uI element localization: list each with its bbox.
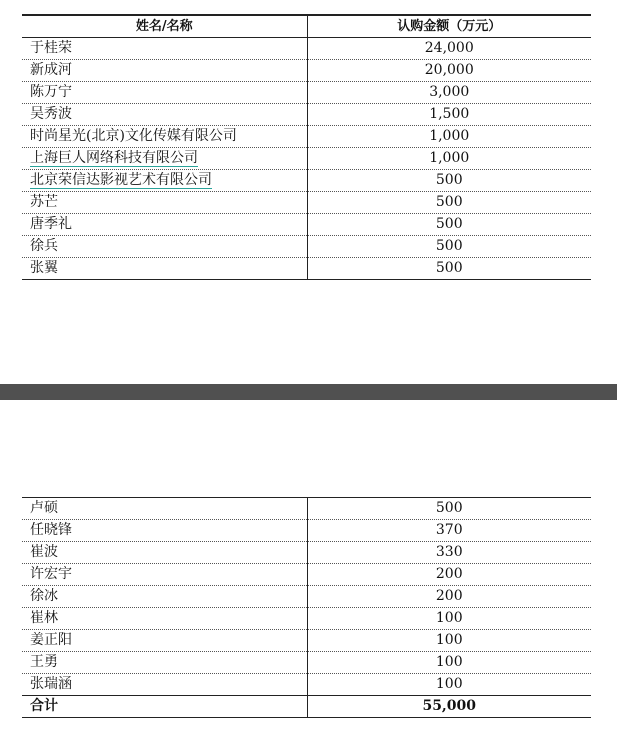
row-name (22, 542, 307, 564)
page-bottom (0, 400, 617, 732)
row-amount: 500 (307, 170, 591, 192)
table-row (22, 520, 591, 542)
row-amount: 500 (307, 192, 591, 214)
row-amount: 100 (307, 630, 591, 652)
row-name-text: 许宏宇 (30, 566, 72, 582)
row-amount: 100 (307, 652, 591, 674)
table-row (22, 498, 591, 520)
row-name (22, 82, 307, 104)
table-row (22, 104, 591, 126)
row-name (22, 586, 307, 608)
table-header-row (22, 15, 591, 38)
subscription-table-page2 (22, 497, 591, 718)
row-name-text: 时尚星光(北京)文化传媒有限公司 (30, 128, 237, 144)
row-name (22, 608, 307, 630)
table-row (22, 564, 591, 586)
header-amount: 认购金额（万元） (307, 15, 591, 38)
row-amount: 500 (307, 214, 591, 236)
row-name-text: 陈万宁 (30, 84, 72, 100)
row-name (22, 148, 307, 170)
subscription-table-page1 (22, 14, 591, 280)
row-name (22, 520, 307, 542)
row-name (22, 564, 307, 586)
row-amount: 200 (307, 564, 591, 586)
row-name-text: 新成河 (30, 62, 72, 78)
row-name (22, 214, 307, 236)
row-name (22, 170, 307, 192)
row-amount: 200 (307, 586, 591, 608)
page-separator (0, 384, 617, 400)
row-amount: 370 (307, 520, 591, 542)
row-name (22, 38, 307, 60)
row-name-text: 吴秀波 (30, 106, 72, 122)
table-row (22, 608, 591, 630)
table-row (22, 126, 591, 148)
row-name-text: 王勇 (30, 654, 58, 670)
table-row (22, 38, 591, 60)
table-row (22, 236, 591, 258)
row-name (22, 258, 307, 280)
row-name-text: 上海巨人网络科技有限公司 (30, 150, 198, 166)
row-amount: 1,000 (307, 126, 591, 148)
row-name (22, 236, 307, 258)
table-row (22, 542, 591, 564)
row-name (22, 674, 307, 696)
row-name-text: 北京荣信达影视艺术有限公司 (30, 172, 212, 188)
table-row (22, 586, 591, 608)
total-row (22, 696, 591, 718)
row-name-text: 苏芒 (30, 194, 58, 210)
header-name: 姓名/名称 (22, 15, 307, 38)
table-row (22, 630, 591, 652)
row-name-text: 于桂荣 (30, 40, 72, 56)
row-amount: 20,000 (307, 60, 591, 82)
table-row (22, 82, 591, 104)
row-amount: 100 (307, 674, 591, 696)
table-row (22, 148, 591, 170)
row-name (22, 192, 307, 214)
row-name-text: 崔波 (30, 544, 58, 560)
row-amount: 500 (307, 236, 591, 258)
row-name-text: 张瑞涵 (30, 676, 72, 692)
row-amount: 500 (307, 258, 591, 280)
row-amount: 500 (307, 498, 591, 520)
row-name-text: 任晓锋 (30, 522, 72, 538)
row-name (22, 498, 307, 520)
table-row (22, 170, 591, 192)
table-row (22, 652, 591, 674)
row-name (22, 630, 307, 652)
row-amount: 1,500 (307, 104, 591, 126)
table-row (22, 192, 591, 214)
row-name-text: 唐季礼 (30, 216, 72, 232)
total-amount: 55,000 (307, 696, 591, 718)
total-label: 合计 (22, 696, 307, 718)
row-name-text: 卢硕 (30, 500, 58, 516)
table-row (22, 214, 591, 236)
row-name-text: 徐冰 (30, 588, 58, 604)
row-amount: 330 (307, 542, 591, 564)
row-name-text: 张翼 (30, 260, 58, 276)
row-name (22, 126, 307, 148)
row-name-text: 崔林 (30, 610, 58, 626)
row-name (22, 104, 307, 126)
table-row (22, 674, 591, 696)
row-amount: 3,000 (307, 82, 591, 104)
row-name (22, 60, 307, 82)
row-amount: 100 (307, 608, 591, 630)
row-name-text: 姜正阳 (30, 632, 72, 648)
row-amount: 24,000 (307, 38, 591, 60)
table-row (22, 60, 591, 82)
table-row (22, 258, 591, 280)
row-amount: 1,000 (307, 148, 591, 170)
row-name (22, 652, 307, 674)
row-name-text: 徐兵 (30, 238, 58, 254)
